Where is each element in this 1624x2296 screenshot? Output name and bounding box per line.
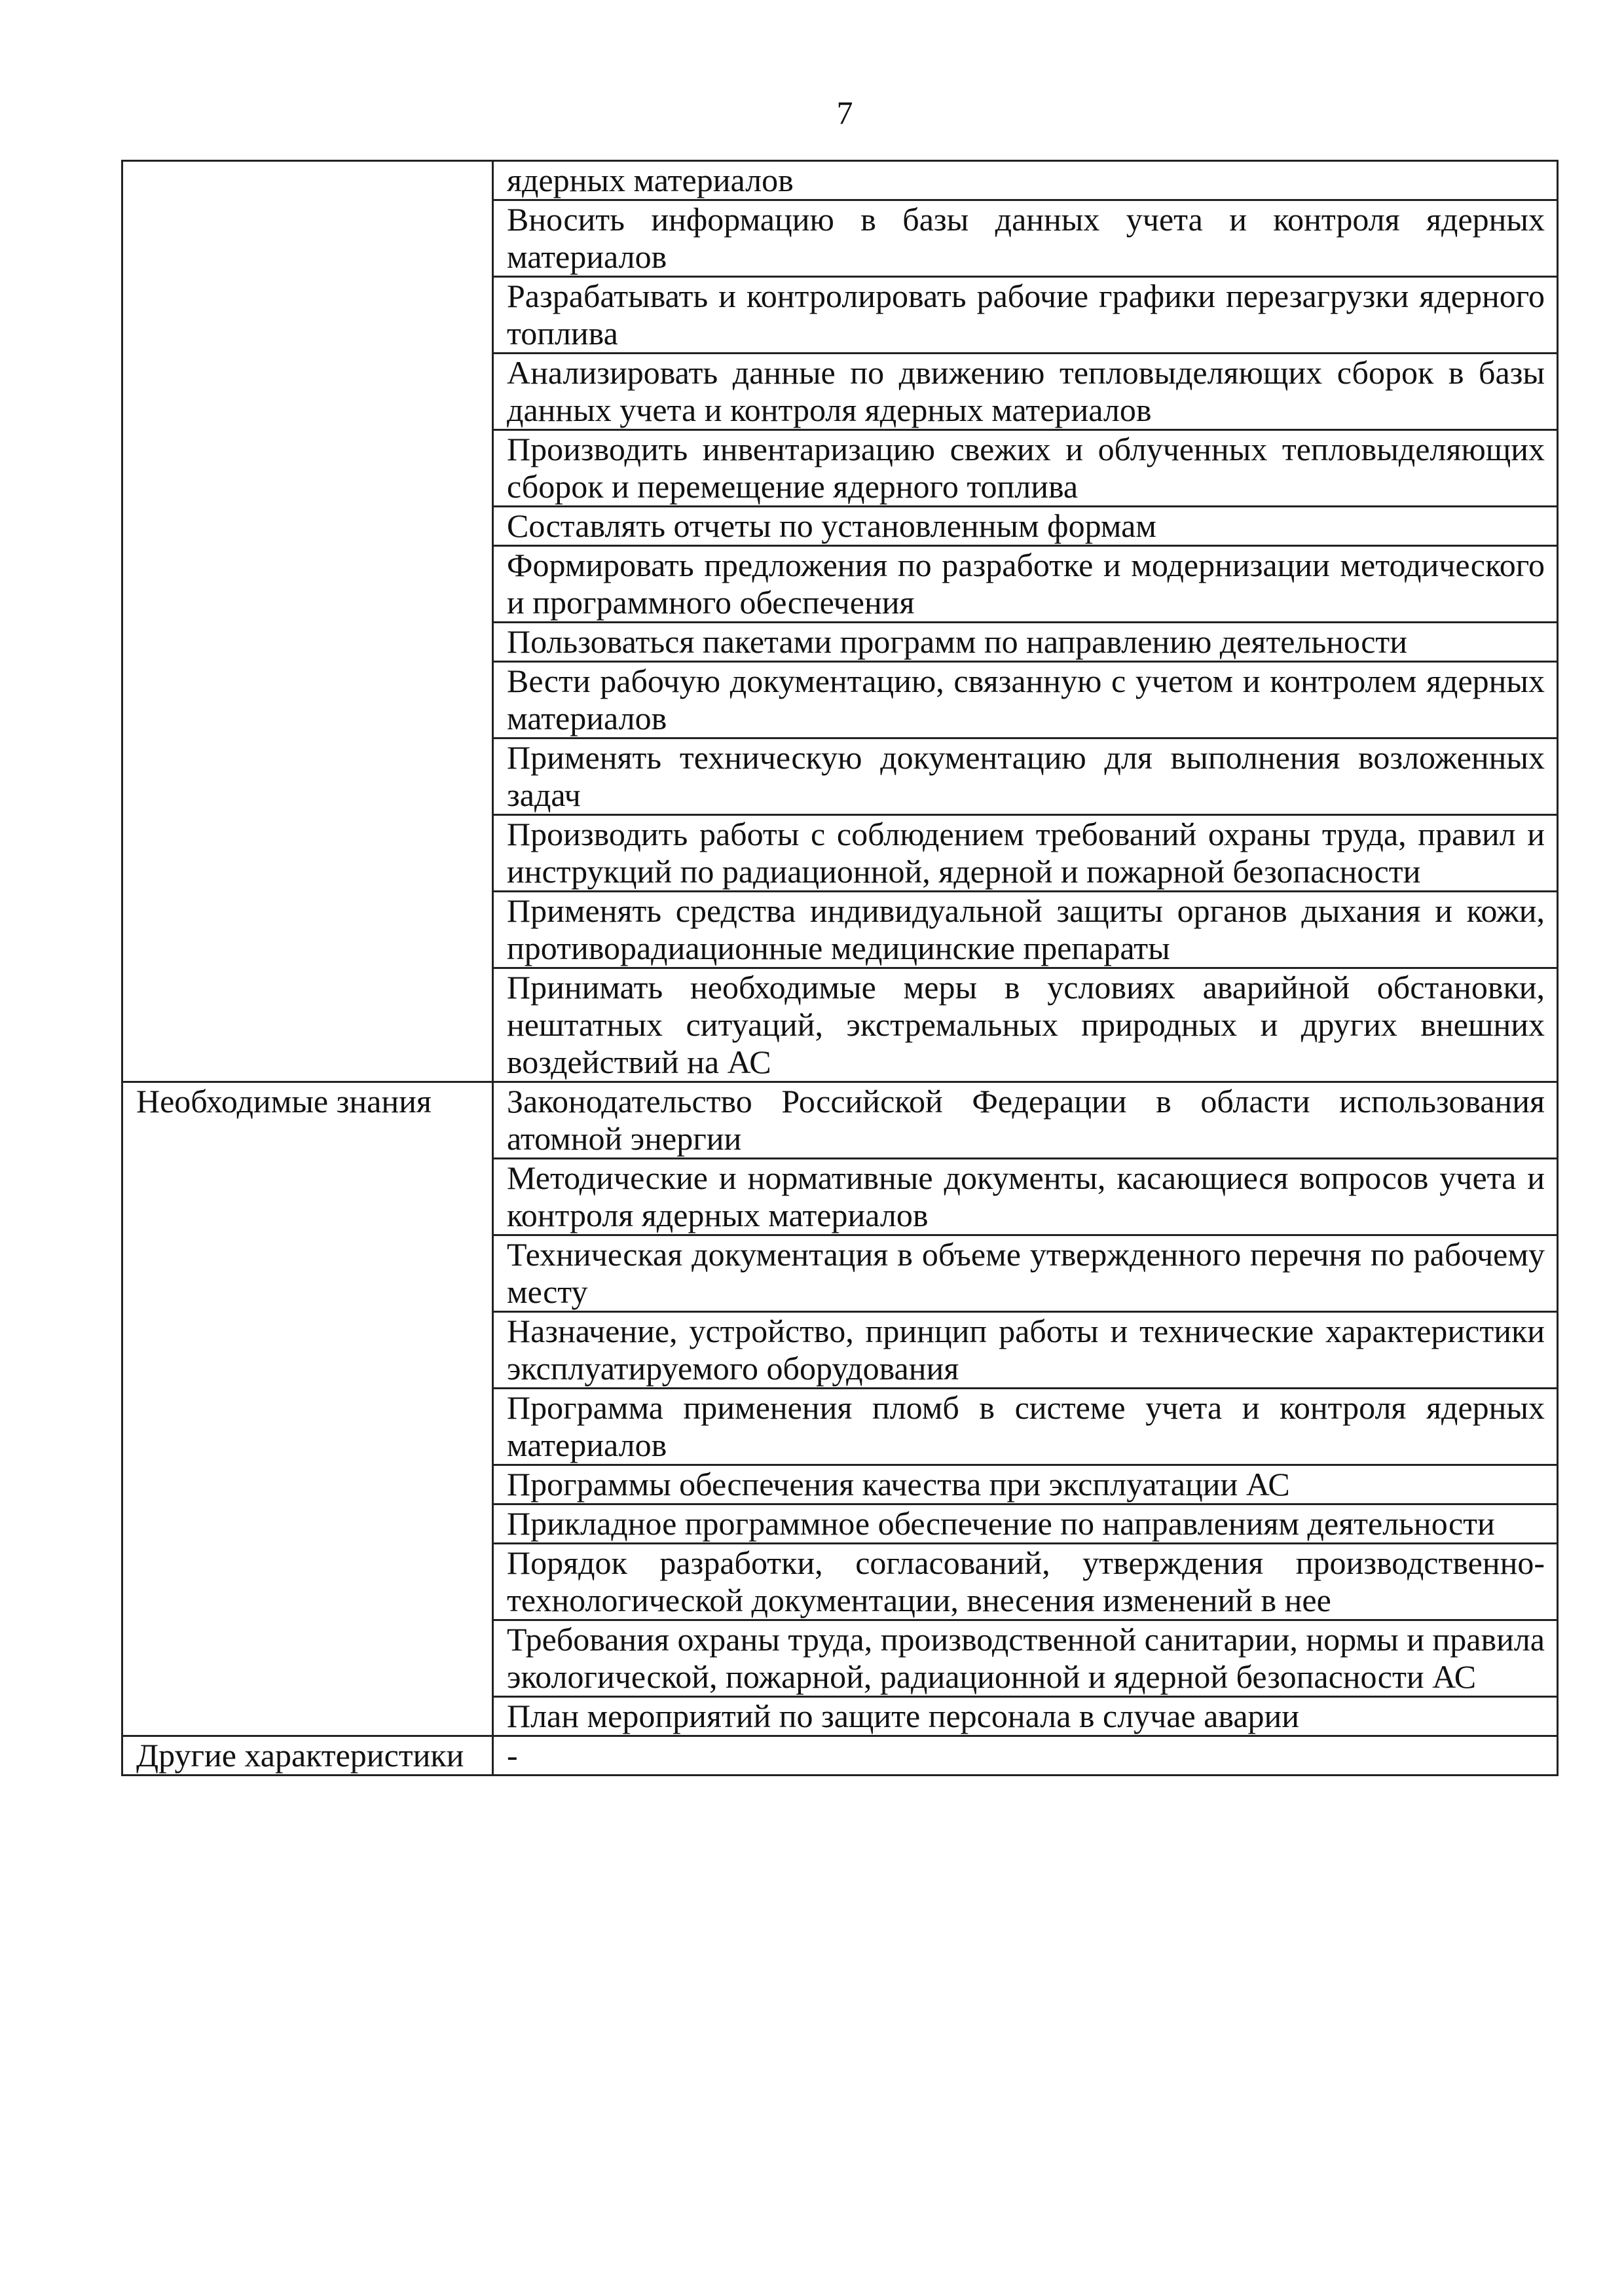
item-text: План мероприятий по защите персонала в случае аварии <box>507 1698 1300 1734</box>
item-text: ядерных материалов <box>507 162 794 198</box>
item-text: Порядок разработки, согласований, утверждения производственно-технологической документации, внесения изменений в нее <box>507 1544 1545 1618</box>
item-text: Разрабатывать и контролировать рабочие графики перезагрузки ядерного топлива <box>507 278 1545 352</box>
item-cell <box>493 738 1558 815</box>
table-row <box>122 1736 1558 1776</box>
item-cell <box>493 1235 1558 1312</box>
item-cell <box>493 1312 1558 1389</box>
section-label-required-knowledge: Необходимые знания <box>136 1083 432 1120</box>
item-cell <box>493 430 1558 507</box>
item-cell <box>493 277 1558 354</box>
item-text: Назначение, устройство, принцип работы и технические характеристики эксплуатируемого оборудования <box>507 1313 1545 1387</box>
item-text: Программа применения пломб в системе учета и контроля ядерных материалов <box>507 1389 1545 1463</box>
item-cell <box>493 1389 1558 1465</box>
item-text: Прикладное программное обеспечение по направлениям деятельности <box>507 1505 1495 1542</box>
item-text: - <box>507 1737 518 1774</box>
item-text: Принимать необходимые меры в условиях аварийной обстановки, нештатных ситуаций, экстремальных природных и других внешних воздействий на АС <box>507 969 1545 1080</box>
page-number: 7 <box>836 94 853 131</box>
item-cell <box>493 815 1558 892</box>
item-text: Формировать предложения по разработке и модернизации методического и программного обеспечения <box>507 547 1545 621</box>
item-text: Программы обеспечения качества при эксплуатации АС <box>507 1466 1290 1503</box>
item-text: Производить работы с соблюдением требований охраны труда, правил и инструкций по радиационной, ядерной и пожарной безопасности <box>507 816 1545 890</box>
item-cell <box>493 1544 1558 1620</box>
section-label-cell <box>122 1082 493 1736</box>
item-cell <box>493 200 1558 277</box>
item-cell <box>493 968 1558 1082</box>
item-text: Пользоваться пакетами программ по направлению деятельности <box>507 623 1408 660</box>
item-cell <box>493 1465 1558 1504</box>
item-text: Составлять отчеты по установленным формам <box>507 507 1156 544</box>
item-cell <box>493 1082 1558 1159</box>
item-text: Применять средства индивидуальной защиты органов дыхания и кожи, противорадиационные медицинские препараты <box>507 892 1545 966</box>
item-text: Вносить информацию в базы данных учета и контроля ядерных материалов <box>507 201 1545 275</box>
item-cell <box>493 1159 1558 1235</box>
item-cell <box>493 354 1558 430</box>
section-label-cell <box>122 1736 493 1776</box>
item-text: Техническая документация в объеме утвержденного перечня по рабочему месту <box>507 1236 1545 1310</box>
item-cell <box>493 161 1558 200</box>
item-text: Применять техническую документацию для выполнения возложенных задач <box>507 739 1545 813</box>
item-cell <box>493 892 1558 968</box>
requirements-table <box>121 160 1559 1776</box>
item-text: Законодательство Российской Федерации в области использования атомной энергии <box>507 1083 1545 1157</box>
item-text: Производить инвентаризацию свежих и облученных тепловыделяющих сборок и перемещение ядерного топлива <box>507 431 1545 505</box>
item-cell <box>493 1504 1558 1544</box>
section-label-other-characteristics: Другие характеристики <box>136 1737 464 1774</box>
item-cell <box>493 623 1558 662</box>
item-cell <box>493 546 1558 623</box>
item-cell <box>493 1697 1558 1736</box>
item-cell <box>493 507 1558 546</box>
item-text: Методические и нормативные документы, касающиеся вопросов учета и контроля ядерных материалов <box>507 1159 1545 1233</box>
item-cell <box>493 662 1558 738</box>
table-row <box>122 1082 1558 1159</box>
section-label-cell <box>122 161 493 1082</box>
table-row <box>122 161 1558 200</box>
item-cell <box>493 1620 1558 1697</box>
item-text: Анализировать данные по движению тепловыделяющих сборок в базы данных учета и контроля ядерных материалов <box>507 354 1545 428</box>
item-text: Вести рабочую документацию, связанную с учетом и контролем ядерных материалов <box>507 663 1545 737</box>
item-text: Требования охраны труда, производственной санитарии, нормы и правила экологической, пожарной, радиационной и ядерной безопасности АС <box>507 1621 1545 1695</box>
item-cell <box>493 1736 1558 1776</box>
